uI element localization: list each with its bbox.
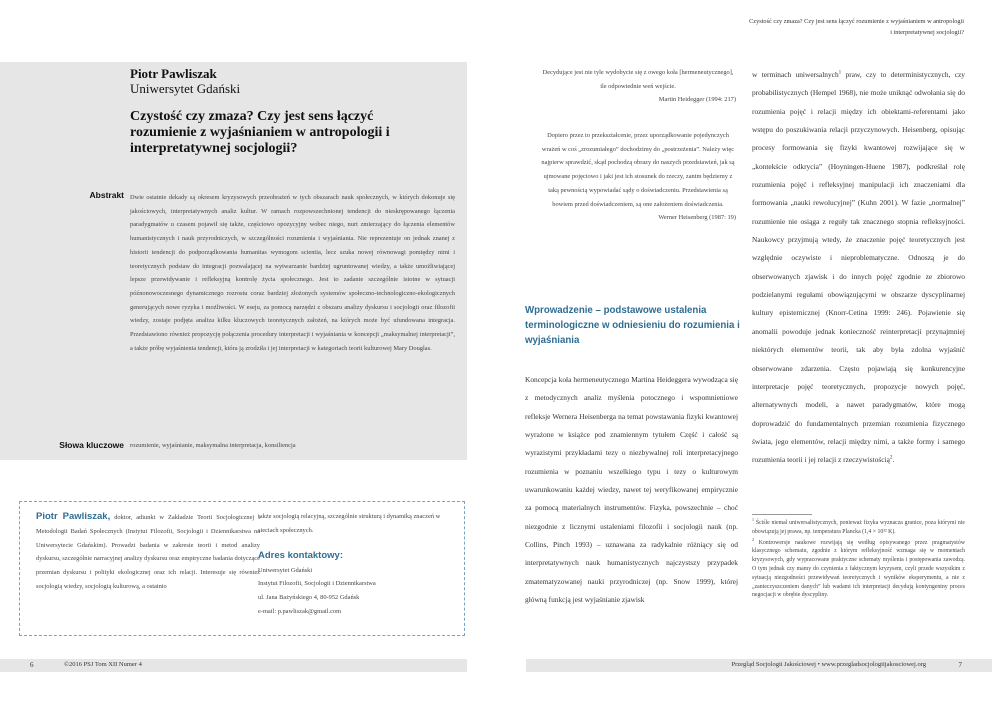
- contact-line: Instytut Filozofii, Socjologii i Dziennikarstwa: [258, 580, 376, 588]
- footnotes: [752, 519, 965, 602]
- bio-author-name: Piotr Pawliszak,: [36, 511, 111, 522]
- epigraph-source: Martin Heidegger (1994: 217): [658, 96, 736, 104]
- article-title: Czystość czy zmaza? Czy jest sens łączyć rozumienie z wyjaśnianiem w antropologii i interpretatywnej socjologii?: [130, 109, 390, 156]
- footnote-text: Kontrowersje naukowe rozwijają się według opisywanego przez pragmatystów klasycznego schematu, zgodnie z którym refleksyjność wzmaga się w momentach kryzysowych, gdy wypracowane praktyczne schematy myślenia i postępowania zawodzą. O tym jednak czy mamy do czynienia z faktycznym kryzysem, czyli przede wszystkim z sytuacją niezgodności przewidywań teoretycznych i wyników eksperymentu, a nie z „zanieczyszczeniem danych” lub wadami ich interpretacji decydują kontyngentny proces negocjacji w obrębie dyscypliny.: [752, 539, 966, 599]
- epigraph-heidegger: [540, 66, 736, 107]
- body-column-1: Koncepcja koła hermeneutycznego Martina Heideggera wywodząca się z metodycznych analiz myślenia potocznego i wspomnieniowe refleksje Wernera Heisenberga na temat powstawania fizyki kwantowej wyrażone w książce pod znamiennym tytułem Część i całość są wyrazistymi przykładami tezy o niezbywalnej roli interpretacyjnego rozumienia w poznaniu wszelkiego typu i tezy o kulturowym uwarunkowaniu każdej wiedzy, nawet tej weryfikowanej empirycznie za pomocą materialnych instrumentów. Fizyka, powszechnie – choć niezgodnie z licznymi ustaleniami filozofii i socjologii nauk (np. Collins, Pinch 1993) – uznawana za radykalnie różniący się od interpretatywnych nauk humanistycznych najczystszy przypadek zmatematyzowanej nauki przyrodniczej (np. Snow 1999), której główną funkcją jest wyjaśnianie zjawisk: [525, 375, 738, 605]
- abstract-label: Abstrakt: [89, 190, 124, 200]
- author-affiliation: Uniwersytet Gdański: [130, 81, 241, 96]
- footnote-1: [752, 519, 965, 537]
- bio-text-continued: także socjologią relacyjną, szczególnie strukturą i dynamiką znaczeń w sieciach społecznych.: [258, 513, 441, 534]
- contact-line: Uniwersytet Gdański: [258, 566, 313, 574]
- footnote-ref[interactable]: 1: [838, 69, 842, 76]
- page-number-left: 6: [30, 661, 34, 669]
- epigraph-text: Decydujące jest nie tyle wydobycie się z owego koła [hermeneutycznego], ile odpowiednie weń wejście.: [542, 69, 734, 90]
- keywords-text: rozumienie, wyjaśnianie, maksymalna interpretacja, konsiliencja: [130, 442, 296, 449]
- footnote-2: [752, 536, 966, 601]
- page-number-right: 7: [958, 661, 962, 669]
- keywords-label: Słowa kluczowe: [59, 440, 124, 450]
- epigraph-text: Dopiero przez to przekształcenie, przez uporządkowanie pojedynczych wrażeń w coś „zrozumiałego” dochodzimy do „postrzeżenia”. Należy więc najpierw sprawdzić, skąd pochodzą obrazy do naszych przedstawień, jak są ujmowane pojęciowo i jaki jest ich stosunek do rzeczy, zanim będziemy z taką pewnością wypowiadać sądy o doświadczeniu. Przedstawienia są bowiem przed doświadczeniem, są one założeniem doświadczenia.: [541, 132, 735, 208]
- abstract-text: Dwie ostatnie dekady są okresem kryzysowych przeobrażeń w tych obszarach nauk społecznych, w których dokonuje się jakościowych, interpretatywnych analiz kultur. W ramach rozpowszechnionej tendencji do nieskrępowanego łączenia paradygmatów u czasem pojawił się także, częściowo opozycyjny wobec niego, nurt zmierzający do łączenia elementów humanistycznych i nauk przyrodniczych, w szczególności rozumienia i wyjaśniania. Nie reprezentuje on jednak znanej z historii tendencji do podporządkowania humanitas wymogom scientia, lecz szuka nowej równowagi pomiędzy nimi i teoretycznych podstaw do integracji pozwalającej na wytwarzanie bardziej ugruntowanej wiedzy, a także umożliwiającej lepsze przewidywanie i refleksyjną kontrolę życia społecznego. Jest to zadanie szczególnie istotne w sytuacji późnonowoczesnego dynamicznego rozrostu coraz bardziej złożonych systemów społeczno-technologiczno-ekologicznych generujących nowe ryzyka i możliwości. W eseju, za pomocą narzędzi z obszaru analizy dyskursu i socjologii oraz filozofii wiedzy, zostaje podjęta analiza kilku kluczowych teoretycznych założeń, na których może być ufundowana integracja. Przedstawiono również propozycję połączenia procedury interpretacji i wyjaśniania w koncepcji „maksymalnej interpretacji”, a także próbę wyjaśnienia tendencji, która ją zrodziła i jej interpretacji w kategoriach teorii kulturowej Mary Douglas.: [130, 194, 455, 352]
- body-text: .: [892, 455, 895, 465]
- journal-info-right[interactable]: Przegląd Socjologii Jakościowej • www.przegladsocjologiijakosciowej.org: [731, 661, 926, 668]
- contact-heading: Adres kontaktowy:: [258, 549, 343, 561]
- bio-column: [36, 510, 260, 594]
- contact-line: ul. Jana Bażyńskiego 4, 80-952 Gdańsk: [258, 594, 360, 602]
- body-text: w terminach uniwersalnych: [752, 70, 839, 79]
- footnote-ref[interactable]: 2: [889, 454, 893, 461]
- bio-contact-column: [258, 510, 458, 619]
- epigraph-heisenberg: [540, 129, 736, 225]
- footnote-text: Ściśle niemal uniwersalistycznych, ponieważ fizyka wyznacza granice, poza którymi nie obowiązują jej prawa, np. temperatura Plancka (1,4 × 10³² K).: [752, 520, 966, 535]
- footnote-number: 1: [752, 517, 755, 523]
- running-head: [634, 16, 964, 38]
- footnote-number: 2: [752, 536, 755, 542]
- bio-text: doktor, adiunkt w Zakładzie Teorii Socjologicznej i Metodologii Badań Społecznych (Instytut Filozofii, Socjologii i Dziennikarstwa na Uniwersytecie Gdańskim). Prowadzi badania w zakresie teorii i metod analizy dyskursu, szczególnie narracyjnej analizy dyskursu oraz empiryczne badania dotyczące przemian dyskursu i polityki ekologicznej oraz ich relacji. Interesuje się również socjologią wiedzy, socjologią kulturową, a ostatnio: [36, 514, 260, 590]
- author-name: Piotr Pawliszak: [130, 66, 217, 81]
- journal-info-left: ©2016 PSJ Tom XII Numer 4: [64, 661, 142, 668]
- author-bio-box: [19, 501, 465, 636]
- running-head-line: Czystość czy zmaza? Czy jest sens łączyć rozumienie z wyjaśnianiem w antropologii: [749, 18, 964, 25]
- footnote-divider: [752, 514, 812, 515]
- epigraph-source: Werner Heisenberg (1987: 19): [658, 214, 736, 222]
- section-heading: Wprowadzenie – podstawowe ustalenia terminologiczne w odniesieniu do rozumienia i wyjaśniania: [525, 305, 740, 346]
- contact-email[interactable]: e-mail: p.pawliszak@gmail.com: [258, 607, 342, 615]
- running-head-line: i interpretatywnej socjologii?: [890, 29, 964, 36]
- body-text: praw, czy to deterministycznych, czy probabilistycznych (Hempel 1968), nie może uniknąć odwołania się do rozumienia pojęć i relacji między ich obiektami-referentami jako wstępu do poszukiwania relacji przyczynowych. Heisenberg, opisując procesy formowania się fizyki kwantowej rozwijające się w „kontekście odkrycia” (Hoyningen-Huene 1987), podkreślał rolę rozumienia pojęć i refleksyjnej manipulacji ich znaczeniami dla formowania „nauki rewolucyjnej” (Kuhn 2001). W fazie „normalnej” rozumienie nie osiąga z reguły tak znacznego stopnia refleksyjności. Naukowcy przyjmują wtedy, że znaczenie pojęć teoretycznych jest względnie oczywiste i nieproblematyczne. Odnoszą je do obserwowanych zjawisk i do innych pojęć zgodnie ze zbiorowo podzielanymi regułami obowiązującymi w obszarze dyscyplinarnej kultury epistemicznej (Knorr-Cetina 1999: 246). Pojawienie się anomalii powoduje jednak konieczność reinterpretacji przynajmniej niektórych elementów teorii, tak aby była zdolna wyjaśnić obserwowane zdarzenia. Często pojawiają się konkurencyjne interpretacje pojęć teoretycznych, propozycje nowych pojęć, alternatywnych modeli, a nawet paradygmatów, które mogą doprowadzić do fundamentalnych przemian rozumienia fizycznego świata, jego elementów, relacji między nimi, a także formy i samego rozumienia teorii i jej relacji z rzeczywistością: [752, 70, 965, 465]
- body-column-2: [752, 66, 965, 470]
